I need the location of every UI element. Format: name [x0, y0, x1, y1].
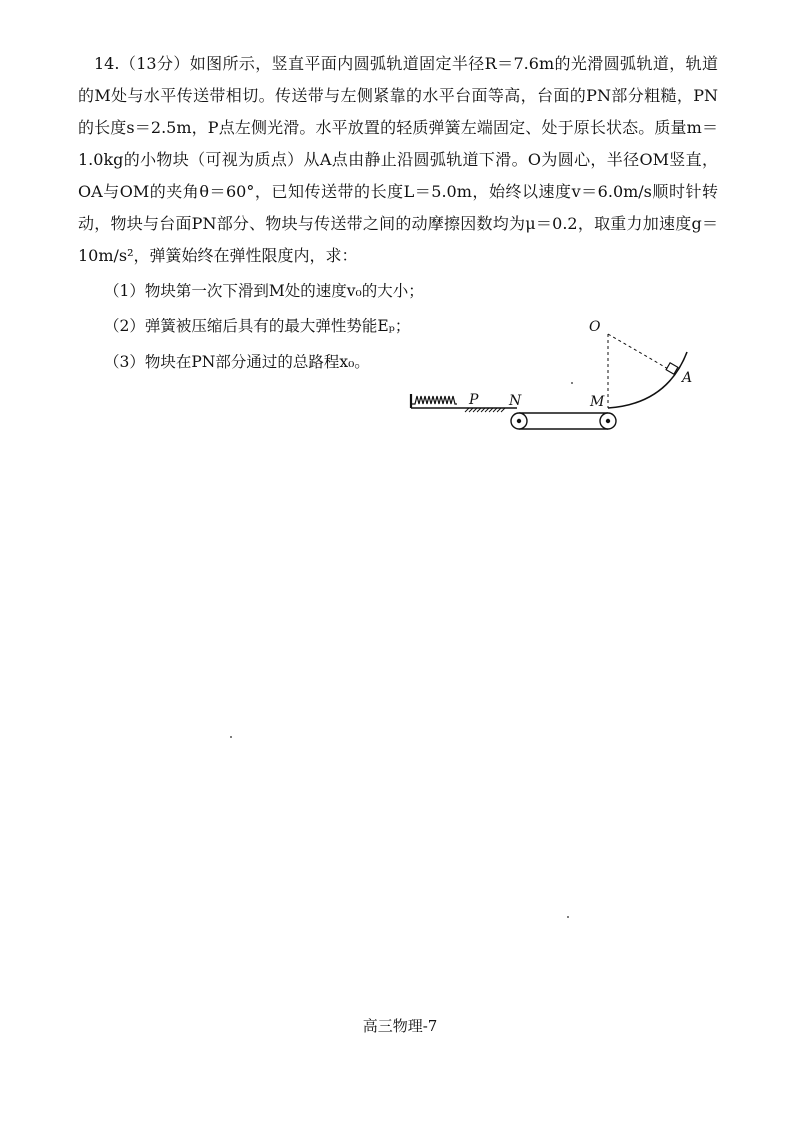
- question-14-text: 14.（13分）如图所示，竖直平面内圆弧轨道固定半径R＝7.6m的光滑圆弧轨道，轨道的M处与水平传送带相切。传送带与左侧紧靠的水平台面等高，台面的PN部分粗糙，PN的长度s＝2.5m，P点左侧光滑。水平放置的轻质弹簧左端固定、处于原长状态。质量m＝1.0kg的小物块（可视为质点）从A点由静止沿圆弧轨道下滑。O为圆心，半径OM竖直，OA与OM的夹角θ＝60°，已知传送带的长度L＝5.0m，始终以速度v＝6.0m/s顺时针转动，物块与台面PN部分、物块与传送带之间的动摩擦因数均为μ＝0.2，取重力加速度g＝10m/s²，弹簧始终在弹性限度内，求：: [78, 54, 718, 265]
- scan-speck: [230, 736, 232, 738]
- right-pulley-axle: [606, 419, 610, 423]
- label-p: P: [469, 392, 479, 408]
- label-n: N: [509, 393, 522, 409]
- scan-speck: [571, 382, 573, 384]
- scan-speck: [567, 916, 569, 918]
- label-m: M: [590, 394, 605, 410]
- spring: [411, 396, 457, 404]
- subquestion-1: （1）物块第一次下滑到M处的速度v₀的大小；: [104, 282, 424, 300]
- page-footer: 高三物理-7: [362, 1017, 438, 1035]
- subquestion-2: （2）弹簧被压缩后具有的最大弹性势能Eₚ；: [104, 317, 411, 335]
- subquestion-3: （3）物块在PN部分通过的总路程x₀。: [104, 353, 370, 371]
- arc-track: [608, 352, 687, 408]
- label-a: A: [682, 370, 693, 386]
- physics-diagram: [405, 312, 705, 442]
- label-o: O: [589, 319, 601, 335]
- radius-oa: [608, 334, 670, 370]
- left-pulley-axle: [517, 419, 521, 423]
- diagram-svg: [405, 312, 705, 442]
